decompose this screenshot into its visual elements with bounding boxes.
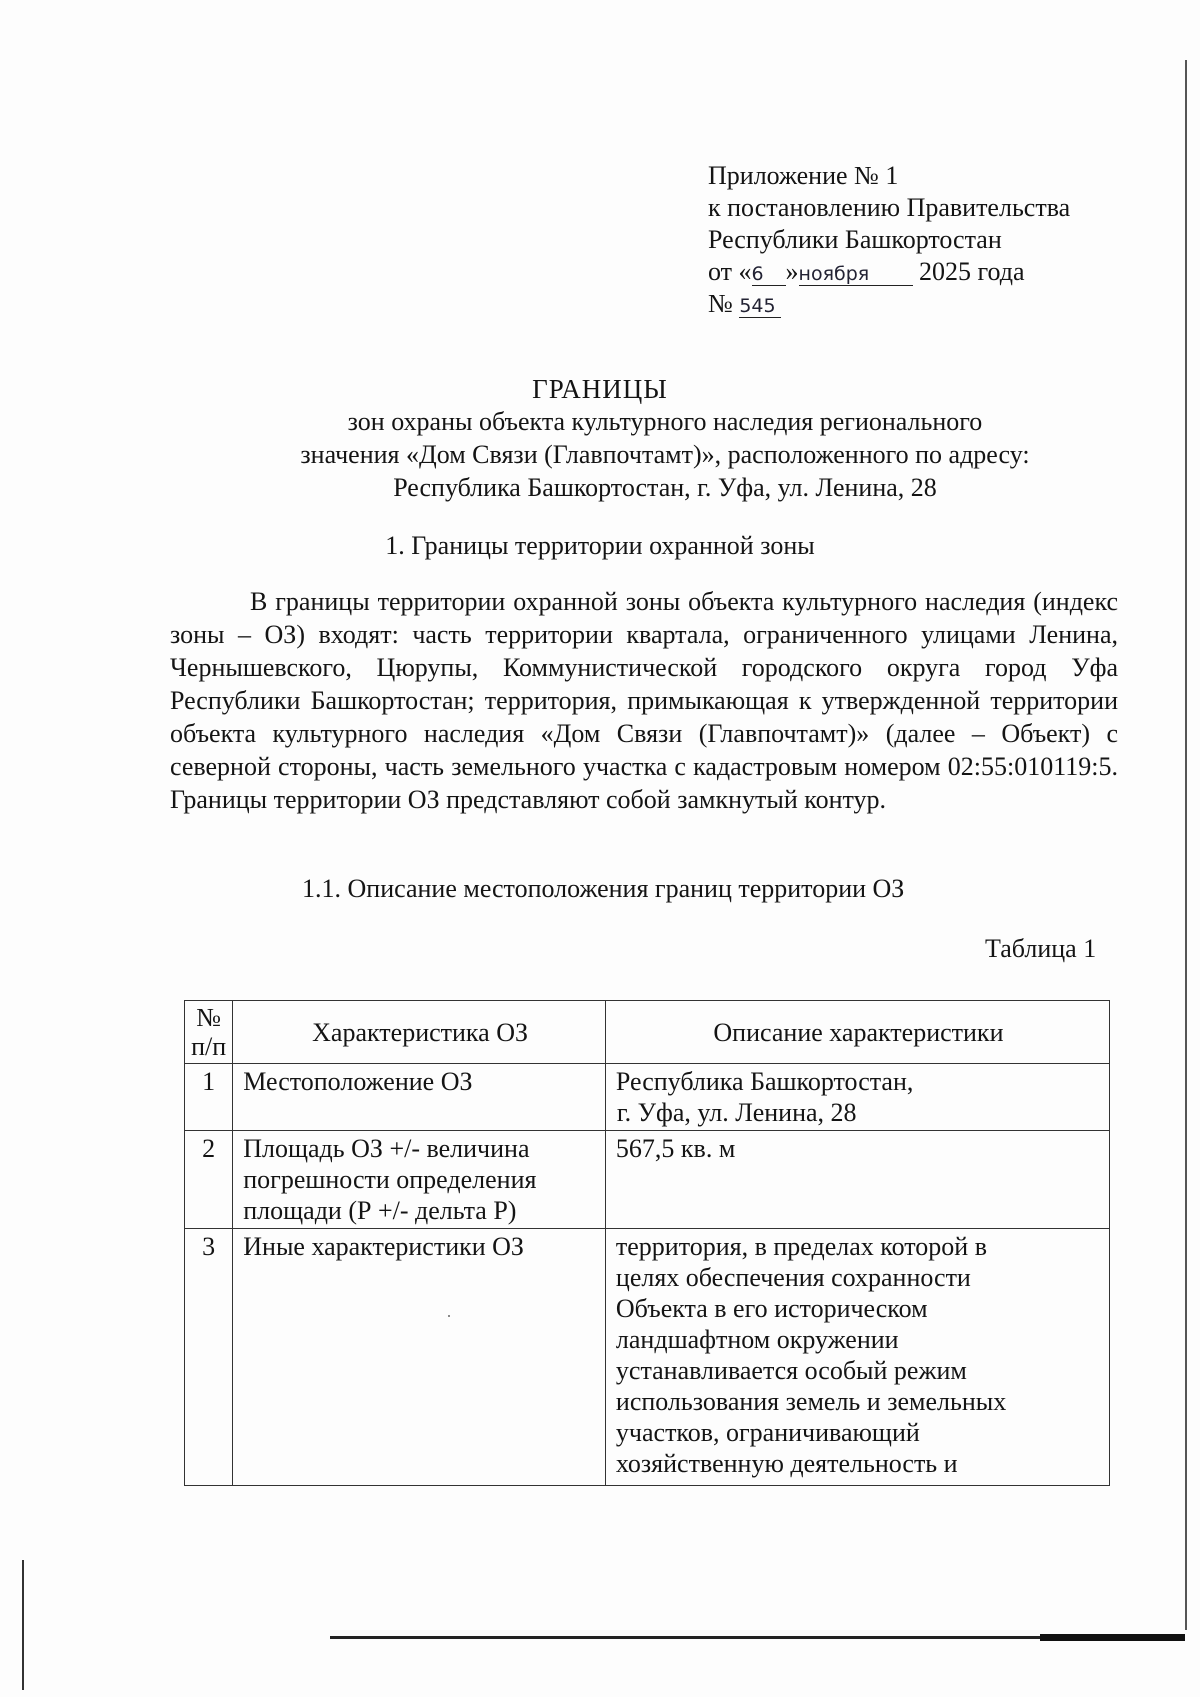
row3-description-line: Объекта в его историческом: [615, 1294, 928, 1323]
appendix-line2: к постановлению Правительства: [708, 193, 1071, 222]
table-row: [185, 1229, 1110, 1486]
date-day-handwritten: 6: [752, 263, 786, 286]
table-row: [185, 1064, 1110, 1131]
number-prefix: №: [708, 289, 740, 318]
row3-description-line: ландшафтном окружении: [615, 1325, 899, 1354]
appendix-number-line: [708, 288, 1070, 320]
row3-num: 3: [185, 1229, 233, 1486]
row3-description-line: территория, в пределах которой в: [615, 1232, 987, 1261]
row3-description-line: целях обеспечения сохранности: [615, 1263, 971, 1292]
appendix-line3: Республики Башкортостан: [708, 225, 1002, 254]
subtitle-line3: Республика Башкортостан, г. Уфа, ул. Ленина, 28: [393, 473, 937, 502]
date-year: 2025 года: [919, 257, 1025, 286]
row3-description: [605, 1229, 1109, 1486]
row3-characteristic: Иные характеристики ОЗ: [233, 1229, 606, 1486]
header-characteristic: Характеристика ОЗ: [233, 1001, 606, 1064]
date-mid: »: [785, 257, 799, 286]
subtitle-line1: зон охраны объекта культурного наследия регионального: [347, 407, 983, 436]
row2-characteristic-line3: площади (Р +/- дельта Р): [243, 1196, 517, 1225]
row2-num: 2: [185, 1131, 233, 1229]
row2-characteristic-line2: погрешности определения: [243, 1165, 537, 1194]
scan-edge-bottom-thick: [1040, 1634, 1185, 1641]
date-prefix: от «: [708, 257, 752, 286]
row1-description-line1: Республика Башкортостан,: [615, 1067, 914, 1096]
section11-heading: 1.1. Описание местоположения границ территории ОЗ: [302, 874, 905, 903]
number-handwritten: 545: [739, 295, 781, 318]
table-row: [185, 1131, 1110, 1229]
header-num: [185, 1001, 233, 1064]
section1-paragraph: В границы территории охранной зоны объекта культурного наследия (индекс зоны – ОЗ) входят: часть территории квартала, ограниченного улицами Ленина, Чернышевского, Цюрупы, Коммунистической городского округа город Уфа Республики Башкортостан; территория, примыкающая к утвержденной территории объекта культурного наследия «Дом Связи (Главпочтамт)» (далее – Объект) с северной стороны, часть земельного участка с кадастровым номером 02:55:010119:5. Границы территории ОЗ представляют собой замкнутый контур.: [170, 587, 1118, 814]
table-caption: Таблица 1: [985, 934, 1097, 963]
row3-description-line: устанавливается особый режим: [615, 1356, 967, 1385]
header-description: Описание характеристики: [605, 1001, 1109, 1064]
section1-heading: 1. Границы территории охранной зоны: [385, 531, 815, 560]
scan-edge-left: [22, 1560, 24, 1690]
row1-description: [605, 1064, 1109, 1131]
row2-characteristic: [233, 1131, 606, 1229]
row2-characteristic-line1: Площадь ОЗ +/- величина: [243, 1134, 530, 1163]
characteristics-table: [184, 1000, 1110, 1486]
row3-description-line: участков, ограничивающий: [615, 1418, 920, 1447]
header-num-line1: №: [196, 1003, 222, 1032]
row1-num: 1: [185, 1064, 233, 1131]
appendix-block: [708, 160, 1070, 320]
table-header-row: [185, 1001, 1110, 1064]
row3-description-line: хозяйственную деятельность и: [615, 1449, 958, 1478]
scan-edge-right: [1185, 60, 1187, 1630]
subtitle-line2: значения «Дом Связи (Главпочтамт)», расположенного по адресу:: [300, 440, 1030, 469]
appendix-date-line: [708, 256, 1070, 288]
row3-description-line: использования земель и земельных: [615, 1387, 1007, 1416]
row1-characteristic: Местоположение ОЗ: [233, 1064, 606, 1131]
appendix-line1: Приложение № 1: [708, 161, 899, 190]
header-num-line2: п/п: [191, 1032, 227, 1061]
row1-description-line2: г. Уфа, ул. Ленина, 28: [616, 1098, 857, 1127]
row2-description: 567,5 кв. м: [605, 1131, 1109, 1229]
document-title: ГРАНИЦЫ: [532, 374, 668, 404]
document-subtitle: [215, 405, 1115, 504]
date-month-handwritten: ноября: [799, 263, 913, 286]
